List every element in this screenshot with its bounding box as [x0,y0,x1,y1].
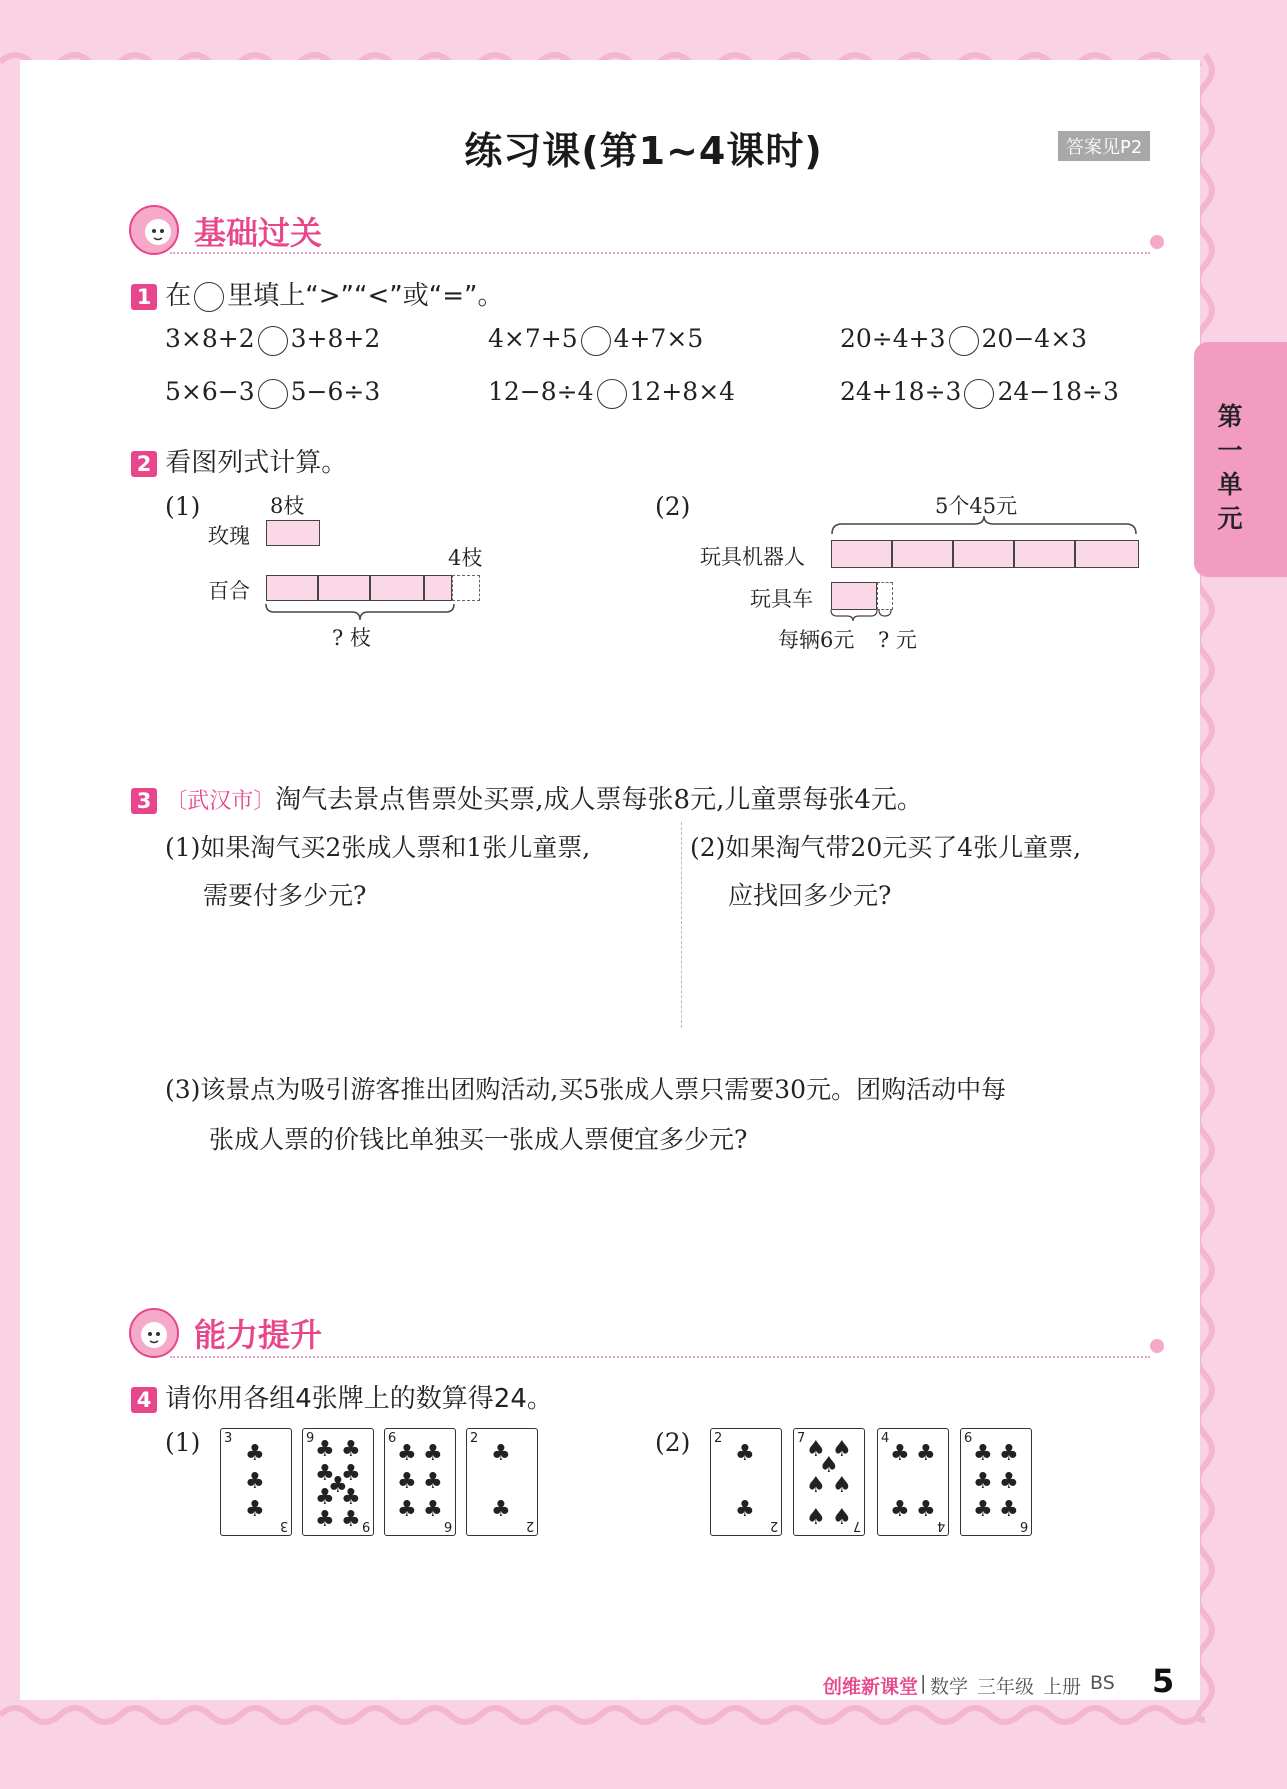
spade-icon: ♠ [832,1437,852,1462]
playing-card [302,1428,374,1536]
circle-blank-icon [194,282,224,312]
expr-right: 12+8×4 [629,377,736,406]
answer-circle-blank[interactable] [258,379,288,409]
card-rank: 7 [852,1518,861,1533]
playing-card [384,1428,456,1536]
club-icon: ♣ [999,1497,1019,1522]
expr-right: 3+8+2 [290,324,381,353]
question-4-prompt [131,1378,553,1415]
lily-segment-box [370,575,424,601]
club-icon: ♣ [973,1469,993,1494]
extra-label: 4枝 [448,546,483,570]
row-label-rose: 玫瑰 [208,524,250,548]
robot-segment-box [1075,540,1139,568]
lily-segment-box [318,575,370,601]
club-icon: ♣ [328,1473,348,1498]
q1-prompt-post: 里填上“>”“<”或“=”。 [227,281,504,311]
card-rank: 6 [964,1431,973,1446]
toy-car-dashed-box [877,582,893,610]
compare-item [488,324,703,356]
answer-circle-blank[interactable] [258,326,288,356]
card-rank: 2 [714,1431,723,1446]
diagram-top-label: 8枝 [270,494,305,518]
expr-left: 20÷4+3 [840,324,946,353]
card-rank: 3 [224,1431,233,1446]
club-icon: ♣ [341,1461,361,1486]
expr-left: 24+18÷3 [840,377,962,406]
compare-item [840,324,1087,356]
decor-dot [1150,235,1164,249]
q3-part2-line2: 应找回多少元? [728,881,892,910]
lily-segment-box [424,575,452,601]
club-icon: ♣ [916,1441,936,1466]
card-rank: 6 [1019,1518,1028,1533]
card-rank: 7 [797,1431,806,1446]
tab-char: 元 [1217,504,1243,533]
expr-left: 12−8÷4 [488,377,594,406]
robot-segment-box [892,540,953,568]
footer-subject: 数学 [930,1676,969,1698]
playing-card [960,1428,1032,1536]
diagram-bottom-label: ? 枝 [332,626,371,650]
club-icon: ♣ [245,1497,265,1522]
spade-icon: ♠ [806,1437,826,1462]
club-icon: ♣ [890,1497,910,1522]
q4-prompt-text: 请你用各组4张牌上的数算得24。 [165,1384,553,1414]
diagram-bottom-label-b: ? 元 [878,628,917,652]
club-icon: ♣ [315,1461,335,1486]
lily-extra-dashed-box [452,575,480,601]
club-icon: ♣ [315,1437,335,1462]
club-icon: ♣ [397,1469,417,1494]
question-number: 4 [131,1387,157,1413]
answer-circle-blank[interactable] [581,326,611,356]
playing-card [877,1428,949,1536]
footer-edition: BS [1090,1672,1115,1694]
q3-part3-line1: (3)该景点为吸引游客推出团购活动,买5张成人票只需要30元。团购活动中每 [165,1075,1007,1104]
girl-avatar-icon [128,204,180,256]
club-icon: ♣ [245,1469,265,1494]
decor-dot [1150,1339,1164,1353]
club-icon: ♣ [735,1497,755,1522]
section-heading-advanced: 能力提升 [194,1316,323,1354]
section-divider [170,1356,1150,1358]
card-rank: 6 [388,1431,397,1446]
footer-brand: 创维新课堂 [823,1676,919,1698]
playing-card [710,1428,782,1536]
lily-segment-box [266,575,318,601]
q1-prompt-pre: 在 [165,281,192,311]
small-brace-icon [829,608,895,622]
rose-segment-box [266,520,320,546]
expr-left: 5×6−3 [165,377,255,406]
card-rank: 9 [306,1431,315,1446]
spade-icon: ♠ [806,1473,826,1498]
expr-left: 3×8+2 [165,324,255,353]
club-icon: ♣ [397,1497,417,1522]
row-label-robot: 玩具机器人 [700,545,805,569]
club-icon: ♣ [999,1441,1019,1466]
region-tag: 〔武汉市〕 [165,789,276,814]
footer-grade: 三年级 [977,1676,1035,1698]
club-icon: ♣ [973,1497,993,1522]
diagram-bottom-label-a: 每辆6元 [778,628,855,652]
page-title: 练习课(第1~4课时) [464,129,823,173]
card-rank: 2 [470,1431,479,1446]
playing-card [466,1428,538,1536]
card-rank: 4 [936,1518,945,1533]
club-icon: ♣ [423,1469,443,1494]
club-icon: ♣ [890,1441,910,1466]
girl-avatar-icon [128,1307,180,1359]
playing-card [220,1428,292,1536]
expr-left: 4×7+5 [488,324,578,353]
card-rank: 2 [525,1518,534,1533]
answer-circle-blank[interactable] [949,326,979,356]
card-rank: 4 [881,1431,890,1446]
club-icon: ♣ [245,1441,265,1466]
card-rank: 2 [769,1518,778,1533]
section-heading-basic: 基础过关 [194,214,323,252]
top-brace-icon [828,514,1140,536]
spade-icon: ♠ [832,1473,852,1498]
row-label-lily: 百合 [208,579,250,603]
club-icon: ♣ [341,1507,361,1532]
diagram-top-label: 5个45元 [935,494,1018,518]
q3-prompt-text: 淘气去景点售票处买票,成人票每张8元,儿童票每张4元。 [275,785,923,815]
playing-card [793,1428,865,1536]
question-number: 2 [131,451,157,477]
club-icon: ♣ [397,1441,417,1466]
question-number: 3 [131,788,157,814]
club-icon: ♣ [916,1497,936,1522]
q4-group2-label: (2) [655,1428,691,1457]
compare-item [840,377,1119,409]
question-2-prompt [131,442,347,479]
club-icon: ♣ [341,1437,361,1462]
question-number: 1 [131,284,157,310]
club-icon: ♣ [423,1441,443,1466]
q4-group1-label: (1) [165,1428,201,1457]
robot-segment-box [831,540,892,568]
q2-part1-label: (1) [165,492,201,521]
club-icon: ♣ [999,1469,1019,1494]
section-divider [170,252,1150,254]
question-3-prompt [131,779,923,816]
q3-part2-line1: (2)如果淘气带20元买了4张儿童票, [690,833,1082,862]
q2-part2-label: (2) [655,492,691,521]
bottom-brace-icon [262,602,462,622]
expr-right: 4+7×5 [613,324,704,353]
club-icon: ♣ [491,1441,511,1466]
tab-char: 单 [1217,470,1243,499]
compare-item [165,324,380,356]
expr-right: 5−6÷3 [290,377,381,406]
expr-right: 20−4×3 [981,324,1088,353]
tab-char: 第 [1217,402,1243,431]
spade-icon: ♠ [819,1453,839,1478]
card-rank: 3 [279,1518,288,1533]
club-icon: ♣ [423,1497,443,1522]
compare-item [488,377,735,409]
answer-circle-blank[interactable] [964,379,994,409]
club-icon: ♣ [735,1441,755,1466]
footer-sep: | [920,1672,927,1694]
card-rank: 6 [443,1518,452,1533]
column-divider [681,822,682,1028]
q2-prompt-text: 看图列式计算。 [165,448,348,478]
question-1-prompt [131,275,503,312]
robot-segment-box [1014,540,1075,568]
page-number: 5 [1152,1662,1175,1700]
club-icon: ♣ [973,1441,993,1466]
footer-volume: 上册 [1043,1676,1082,1698]
expr-right: 24−18÷3 [997,377,1119,406]
club-icon: ♣ [315,1507,335,1532]
club-icon: ♣ [341,1485,361,1510]
robot-segment-box [953,540,1014,568]
toy-car-box [831,582,877,610]
answer-circle-blank[interactable] [597,379,627,409]
spade-icon: ♠ [832,1505,852,1530]
q3-part1-line2: 需要付多少元? [203,881,367,910]
row-label-toy-car: 玩具车 [750,587,813,611]
tab-char: 一 [1217,436,1243,465]
q3-part1-line1: (1)如果淘气买2张成人票和1张儿童票, [165,833,591,862]
spade-icon: ♠ [806,1505,826,1530]
answer-reference-badge: 答案见P2 [1058,131,1150,161]
club-icon: ♣ [315,1485,335,1510]
compare-item [165,377,380,409]
unit-side-tab-label [1210,400,1250,536]
q3-part3-line2: 张成人票的价钱比单独买一张成人票便宜多少元? [209,1125,748,1154]
club-icon: ♣ [491,1497,511,1522]
card-rank: 9 [361,1518,370,1533]
